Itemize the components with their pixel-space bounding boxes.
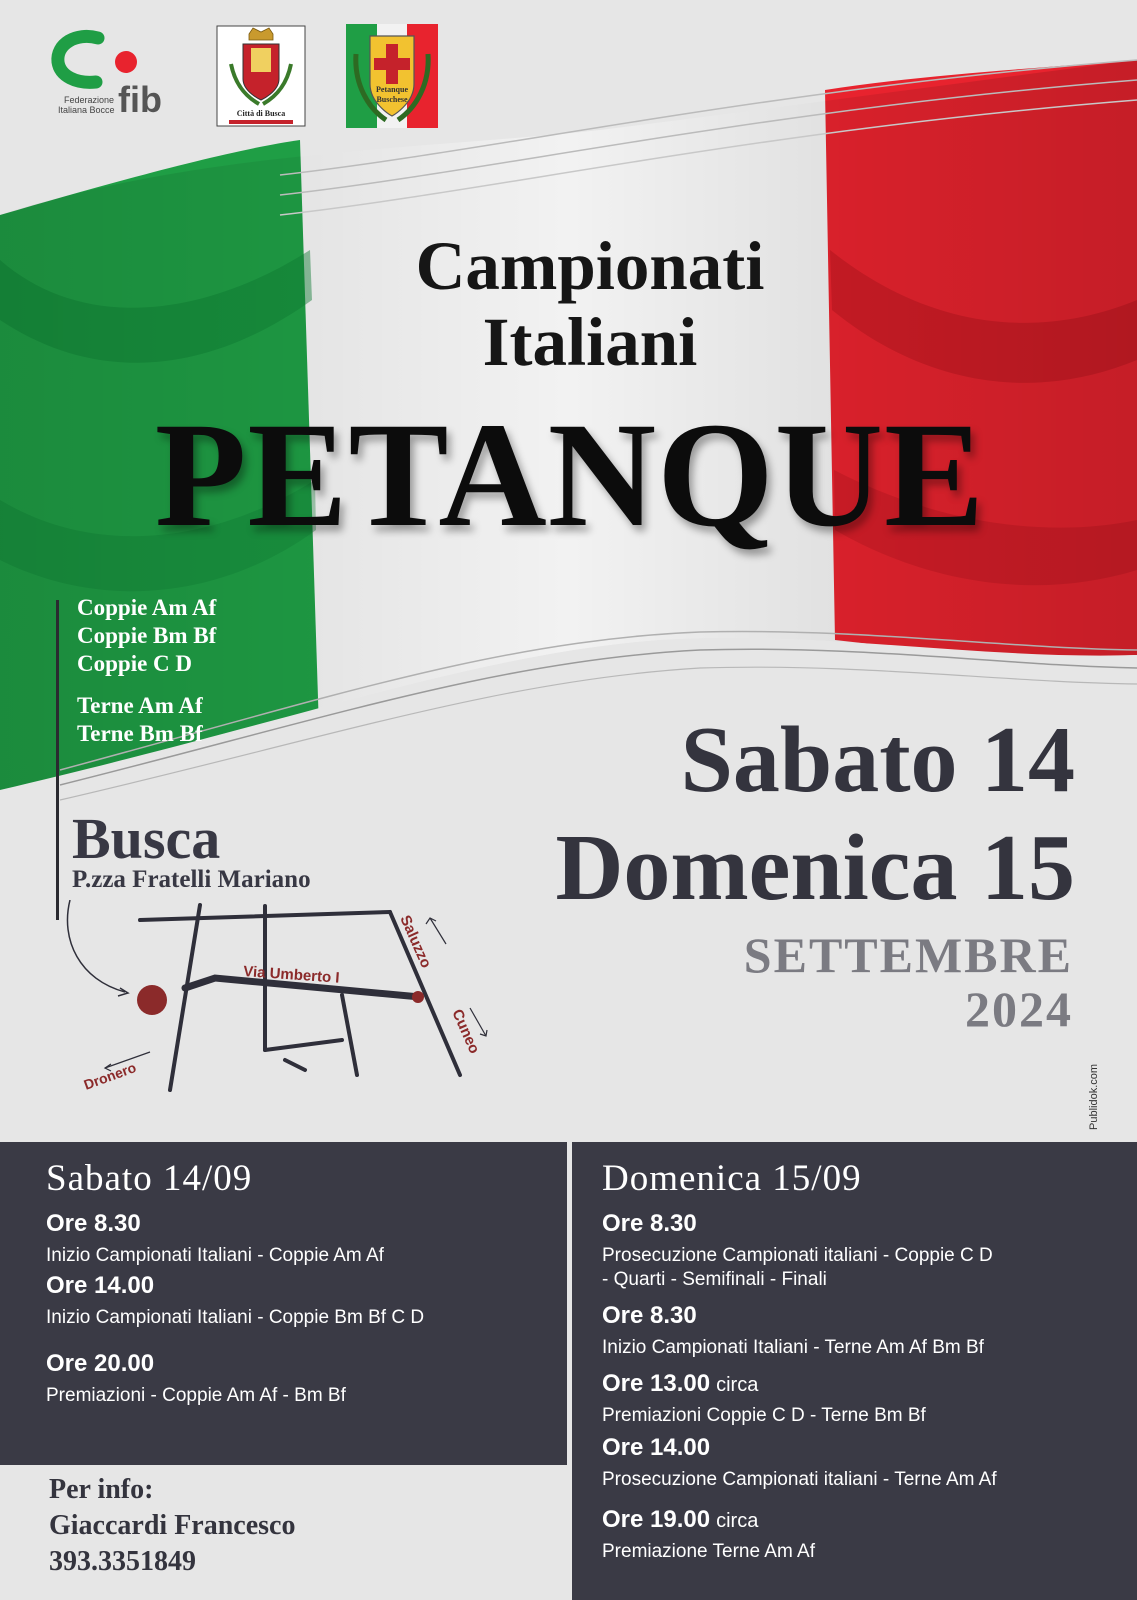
fib-logo-text: fib xyxy=(118,79,162,120)
sunday-desc-4: Prosecuzione Campionati italiani - Terne Am Af xyxy=(602,1469,997,1490)
category-coppie-bm-bf: Coppie Bm Bf xyxy=(77,623,217,648)
fib-logo-subtitle-1: Federazione xyxy=(64,95,115,105)
date-year: 2024 xyxy=(965,981,1073,1037)
sunday-time-3-value: Ore 13.00 xyxy=(602,1370,711,1397)
sunday-time-5 xyxy=(602,1506,758,1535)
citta-di-busca-label: Città di Busca xyxy=(236,109,286,118)
map-dronero-label: Dronero xyxy=(81,1059,139,1093)
sunday-desc-2: Inizio Campionati Italiani - Terne Am Af Bm Bf xyxy=(602,1337,984,1358)
citta-di-busca-logo xyxy=(215,24,307,128)
sunday-desc-1b: - Quarti - Semifinali - Finali xyxy=(602,1269,827,1290)
sunday-time-1 xyxy=(602,1210,703,1239)
title-line-2: Italiani xyxy=(482,304,698,380)
category-coppie-c-d: Coppie C D xyxy=(77,651,193,676)
sunday-title: Domenica 15/09 xyxy=(602,1158,862,1199)
sunday-time-1-value: Ore 8.30 xyxy=(602,1210,697,1237)
info-label: Per info: xyxy=(49,1474,154,1505)
info-name: Giaccardi Francesco xyxy=(49,1510,296,1541)
sunday-time-2-value: Ore 8.30 xyxy=(602,1302,697,1329)
location-map xyxy=(60,900,520,1120)
map-street-label: Via Umberto I xyxy=(242,963,341,987)
petanque-buschese-label-1: Petanque xyxy=(376,85,408,94)
title-campionati-italiani xyxy=(300,228,880,380)
sunday-time-3-circa: circa xyxy=(716,1374,759,1396)
saturday-time-2: Ore 14.00 xyxy=(46,1272,155,1299)
sunday-time-4 xyxy=(602,1434,716,1463)
sunday-time-4-value: Ore 14.00 xyxy=(602,1434,711,1461)
title-petanque: PETANQUE xyxy=(154,392,986,558)
category-terne-bm-bf: Terne Bm Bf xyxy=(77,721,203,746)
info-phone: 393.3351849 xyxy=(49,1546,196,1577)
venue-city: Busca xyxy=(72,806,221,871)
sunday-time-3 xyxy=(602,1370,758,1399)
vertical-divider xyxy=(56,600,59,920)
saturday-title: Sabato 14/09 xyxy=(46,1158,253,1199)
category-terne-am-af: Terne Am Af xyxy=(77,693,203,718)
date-month: SETTEMBRE xyxy=(743,927,1073,983)
category-coppie-am-af: Coppie Am Af xyxy=(77,595,217,620)
saturday-time-1: Ore 8.30 xyxy=(46,1210,141,1237)
petanque-buschese-label-2: Buschese xyxy=(376,95,408,104)
credit xyxy=(1088,1050,1104,1130)
petanque-buschese-logo xyxy=(346,24,438,128)
venue-place: P.zza Fratelli Mariano xyxy=(72,866,311,893)
date-sunday: Domenica 15 xyxy=(555,816,1075,920)
title-line-1: Campionati xyxy=(415,228,765,304)
sunday-time-5-circa: circa xyxy=(716,1510,759,1532)
date-saturday: Sabato 14 xyxy=(680,708,1075,812)
fib-logo-subtitle-2: Italiana Bocce xyxy=(58,105,115,115)
saturday-desc-1: Inizio Campionati Italiani - Coppie Am Af xyxy=(46,1245,384,1266)
saturday-desc-2: Inizio Campionati Italiani - Coppie Bm Bf C D xyxy=(46,1307,425,1328)
sunday-time-5-value: Ore 19.00 xyxy=(602,1506,711,1533)
credit-text: Publidok.com xyxy=(1088,1063,1100,1130)
saturday-desc-3: Premiazioni - Coppie Am Af - Bm Bf xyxy=(46,1385,346,1406)
sunday-desc-5: Premiazione Terne Am Af xyxy=(602,1541,815,1562)
sunday-desc-3: Premiazioni Coppie C D - Terne Bm Bf xyxy=(602,1405,926,1426)
sunday-time-2 xyxy=(602,1302,703,1331)
fib-logo xyxy=(46,24,186,128)
saturday-time-3: Ore 20.00 xyxy=(46,1350,155,1377)
map-saluzzo-label: Saluzzo xyxy=(396,912,435,971)
map-cuneo-label: Cuneo xyxy=(448,1006,483,1057)
sunday-desc-1a: Prosecuzione Campionati italiani - Coppie C D xyxy=(602,1245,993,1266)
